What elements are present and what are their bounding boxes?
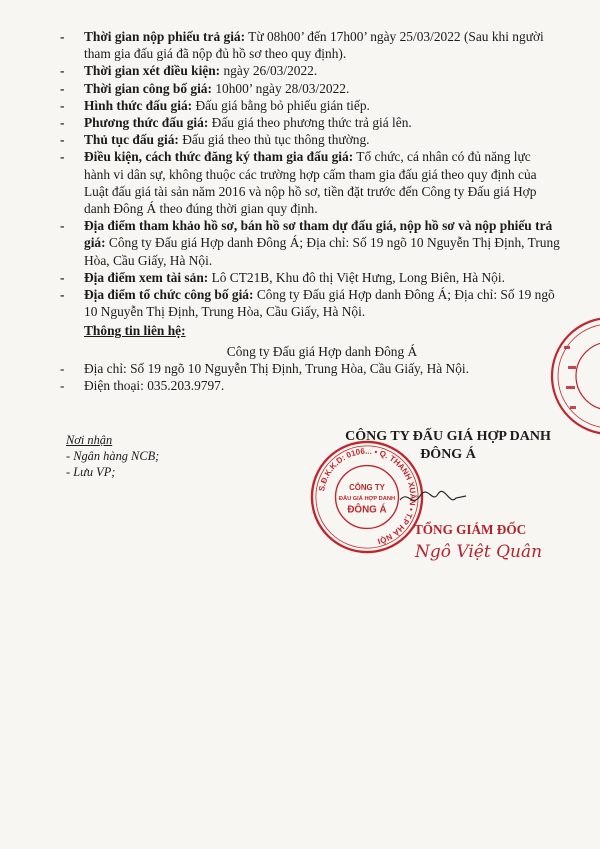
signature-company (328, 428, 568, 464)
detail-label: Địa điểm tham khảo hồ sơ, bán hồ sơ tham dự đấu giá, nộp hồ sơ và nộp phiếu trả giá: (84, 218, 553, 251)
detail-label: Địa điểm tổ chức công bố giá: (84, 287, 254, 303)
bullet-dash: - (60, 218, 65, 234)
auction-details (60, 28, 560, 394)
detail-text: Công ty Đấu giá Hợp danh Đông Á; Địa chỉ: Số 19 ngõ 10 Nguyễn Thị Định, Trung Hòa, Cầu Giấy, Hà Nội. (84, 287, 555, 320)
bullet-dash: - (60, 97, 65, 113)
detail-item (60, 28, 560, 62)
detail-text: Đấu giá theo phương thức trả giá lên. (208, 115, 412, 131)
detail-label: Hình thức đấu giá: (84, 97, 193, 113)
bullet-dash: - (60, 115, 65, 131)
bullet-dash: - (60, 287, 65, 303)
detail-text: Công ty Đấu giá Hợp danh Đông Á; Địa chỉ: Số 19 ngõ 10 Nguyễn Thị Định, Trung Hòa, Cầu Giấy, Hà Nội. (84, 235, 560, 268)
detail-text: Đấu giá bằng bỏ phiếu gián tiếp. (192, 97, 370, 113)
seal-line-1: CÔNG TY (349, 483, 385, 493)
signature-company-line-1: CÔNG TY ĐẤU GIÁ HỢP DANH (345, 429, 551, 444)
detail-text: Lô CT21B, Khu đô thị Việt Hưng, Long Biên, Hà Nội. (208, 269, 505, 285)
contact-company: Công ty Đấu giá Hợp danh Đông Á (226, 343, 418, 359)
bullet-dash: - (60, 63, 65, 79)
detail-label: Phương thức đấu giá: (84, 115, 209, 131)
detail-label: Địa điểm xem tài sản: (84, 269, 209, 285)
bullet-dash: - (60, 269, 65, 285)
bullet-dash: - (60, 378, 65, 394)
edge-seal (548, 306, 600, 446)
detail-label: Thời gian nộp phiếu trả giá: (84, 29, 246, 44)
recipient-item: - Lưu VP; (66, 465, 116, 479)
detail-item (60, 62, 560, 79)
recipients-heading: Nơi nhận (66, 433, 113, 447)
bullet-dash: - (60, 149, 65, 165)
detail-text: ngày 26/03/2022. (220, 63, 318, 79)
seal-line-3: ĐÔNG Á (347, 504, 387, 516)
detail-label: Thời gian công bố giá: (84, 80, 212, 96)
seal-line-2: ĐẤU GIÁ HỢP DANH (338, 495, 396, 502)
bullet-dash: - (60, 80, 65, 96)
detail-label: Điều kiện, cách thức đăng ký tham gia đấu giá: (84, 149, 354, 165)
recipients-block (66, 432, 159, 480)
detail-item (60, 80, 560, 97)
detail-text: Từ 08h00’ đến 17h00’ ngày 25/03/2022 (Sau khi người tham gia đấu giá đã nộp đủ hồ sơ theo quy định). (84, 29, 544, 62)
detail-item (60, 114, 560, 131)
detail-label: Thời gian xét điều kiện: (84, 63, 221, 79)
contact-phone (60, 377, 560, 394)
detail-item (60, 131, 560, 148)
detail-item (60, 269, 560, 286)
contact-address (60, 360, 560, 377)
signature-company-line-2: ĐÔNG Á (420, 447, 476, 462)
signature-name: Ngô Việt Quân (415, 542, 543, 562)
detail-label: Thủ tục đấu giá: (84, 132, 179, 148)
detail-item (60, 97, 560, 114)
detail-item (60, 148, 560, 217)
detail-text: Tổ chức, cá nhân có đủ năng lực hành vi dân sự, không thuộc các trường hợp cấm tham gia đấu giá theo quy định của Luật đấu giá tài sản năm 2016 và nộp hồ sơ, tiền đặt trước đến Công ty Đấu giá Hợp danh Đông Á theo đúng thời gian quy định. (84, 149, 537, 217)
contact-phone-text: Điện thoại: 035.203.9797. (84, 378, 225, 394)
bullet-dash: - (60, 132, 65, 148)
signature-title: TỔNG GIÁM ĐỐC (414, 522, 527, 537)
bullet-dash: - (60, 360, 65, 376)
bullet-dash: - (60, 29, 65, 44)
handwritten-signature-icon (398, 486, 468, 510)
contact-heading: Thông tin liên hệ: (84, 323, 186, 339)
recipient-item: - Ngân hàng NCB; (66, 449, 160, 463)
detail-item (60, 217, 560, 269)
seal-ring-textpath: S.Đ.K.K.D: 0106... • Q. THANH XUÂN • T.P HÀ NỘI (317, 446, 418, 546)
contact-address-text: Địa chỉ: Số 19 ngõ 10 Nguyễn Thị Định, Trung Hòa, Cầu Giấy, Hà Nội. (84, 360, 469, 376)
detail-text: Đấu giá theo thủ tục thông thường. (178, 132, 370, 148)
detail-item (60, 286, 560, 320)
detail-text: 10h00’ ngày 28/03/2022. (211, 80, 350, 96)
